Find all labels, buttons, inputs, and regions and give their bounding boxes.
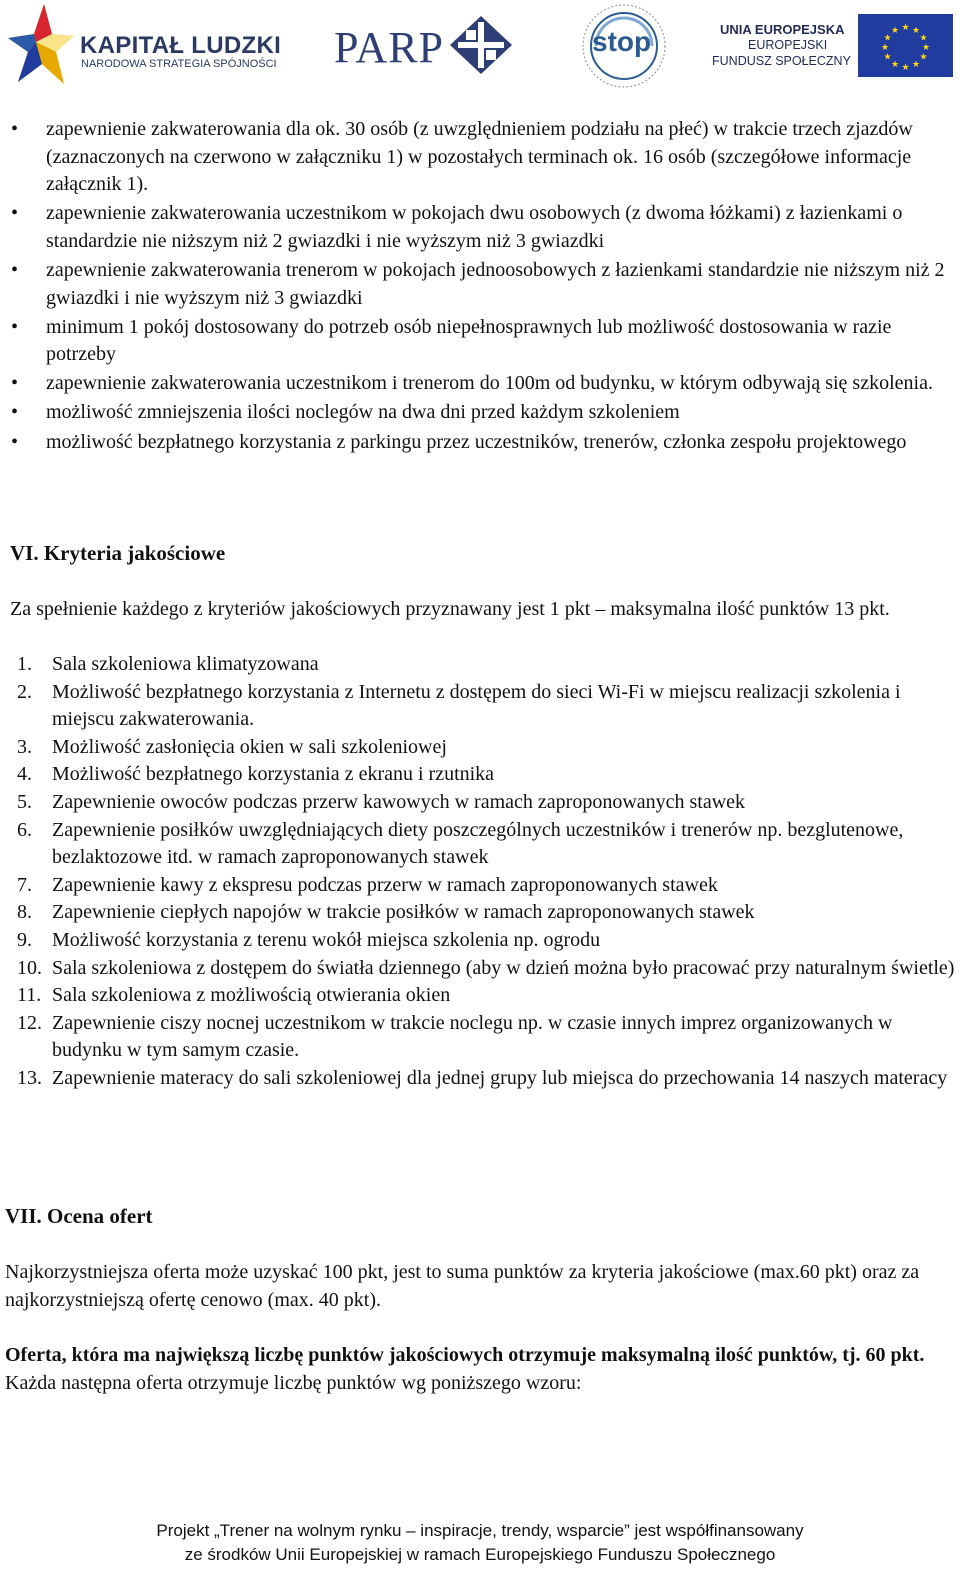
item-text: Możliwość korzystania z terenu wokół miejsca szkolenia np. ogrodu — [52, 928, 601, 951]
item-number: 12. — [17, 1011, 42, 1034]
item-text: Zapewnienie owoców podczas przerw kawowych w ramach zaproponowanych stawek — [52, 790, 746, 813]
item-number: 1. — [17, 653, 32, 675]
item-number: 8. — [17, 901, 32, 924]
item-number: 5. — [17, 790, 32, 813]
item-text: Zapewnienie ciszy nocnej uczestnikom w trakcie noclegu np. w czasie innych imprez organizowanych w budynku w tym samym czasie. — [52, 1011, 893, 1062]
svg-text:★: ★ — [883, 52, 892, 63]
svg-text:★: ★ — [921, 43, 931, 53]
item-number: 6. — [17, 818, 32, 841]
svg-text:★: ★ — [911, 26, 921, 36]
list-item — [0, 927, 955, 955]
eu-logo — [710, 12, 955, 78]
eu-flag-icon — [858, 14, 953, 77]
header-logos — [0, 0, 960, 92]
eu-line-1: UNIA EUROPEJSKA — [720, 22, 845, 37]
list-item: • możliwość zmniejszenia ilości noclegów na dwa dni przed każdym szkoleniem — [0, 399, 955, 427]
item-number: 10. — [17, 956, 42, 979]
offer-scoring-bold-text: Oferta, która ma największą liczbę punktów jakościowych otrzymuje maksymalną ilość punktów, tj. 60 pkt. — [5, 1344, 925, 1366]
parp-logo — [332, 12, 517, 76]
footer-line-2: ze środków Unii Europejskiej w ramach Europejskiego Funduszu Społecznego — [184, 1545, 776, 1564]
svg-text:★: ★ — [883, 33, 892, 44]
list-item: • zapewnienie zakwaterowania uczestnikom i trenerom do 100m od budynku, w którym odbywają się szkolenia. — [0, 370, 955, 398]
list-item — [0, 899, 955, 927]
parp-text: PARP — [334, 23, 445, 72]
svg-text:★: ★ — [901, 23, 910, 33]
list-item — [0, 734, 955, 762]
list-item — [0, 1065, 955, 1093]
item-number: 13. — [17, 1066, 42, 1089]
svg-text:★: ★ — [890, 26, 900, 36]
list-item — [0, 817, 955, 872]
list-item: • możliwość bezpłatnego korzystania z parkingu przez uczestników, trenerów, członka zespołu projektowego — [0, 429, 955, 457]
item-text: Zapewnienie materacy do sali szkoleniowej dla jednej grupy lub miejsca do przechowania 14 naszych materacy — [52, 1066, 948, 1089]
list-item — [0, 982, 955, 1010]
offer-evaluation-paragraph: Najkorzystniejsza oferta może uzyskać 100 pkt, jest to suma punktów za kryteria jakościowe (max.60 pkt) oraz za najkorzystniejszą ofertę cenowo (max. 40 pkt). — [5, 1261, 920, 1311]
eu-line-2: EUROPEJSKI — [748, 38, 828, 52]
item-text: Sala szkoleniowa z możliwością otwierania okien — [52, 984, 451, 1007]
list-item: • zapewnienie zakwaterowania dla ok. 30 osób (z uwzględnieniem podziału na płeć) w trakcie trzech zjazdów (zaznaczonych na czerwono w załączniku 1) w pozostałych terminach ok. 16 osób (szczegółowe informacje załącznik 1). — [0, 116, 955, 199]
list-item — [0, 651, 955, 679]
list-item — [0, 1010, 955, 1065]
svg-text:★: ★ — [911, 60, 921, 70]
list-item — [0, 872, 955, 900]
item-text: Zapewnienie ciepłych napojów w trakcie posiłków w ramach zaproponowanych stawek — [52, 901, 755, 924]
list-item: • zapewnienie zakwaterowania trenerom w pokojach jednoosobowych z łazienkami standardzie nie niższym niż 2 gwiazdki i nie wyższym niż 3 gwiazdki — [0, 257, 955, 312]
list-item — [0, 955, 955, 983]
item-text: Sala szkoleniowa z dostępem do światła dziennego (aby w dzień można było pracować przy naturalnym świetle) — [52, 956, 955, 979]
item-number: 9. — [17, 928, 32, 951]
svg-text:★: ★ — [901, 63, 910, 73]
list-item: • minimum 1 pokój dostosowany do potrzeb osób niepełnosprawnych lub możliwość dostosowania w razie potrzeby — [0, 314, 955, 369]
item-number: 7. — [17, 873, 32, 896]
list-item — [0, 761, 955, 789]
stop-logo — [576, 2, 672, 90]
offer-scoring-paragraph — [5, 1342, 955, 1397]
list-item — [0, 679, 955, 734]
quality-criteria-list — [0, 651, 955, 1093]
item-text: Zapewnienie posiłków uwzględniających diety poszczególnych uczestników i trenerów np. bezglutenowe, bezlaktozowe itd. w ramach zaproponowanych stawek — [52, 818, 904, 869]
section-heading-offer-evaluation: VII. Ocena ofert — [5, 1204, 153, 1228]
kapital-ludzki-subtitle: NARODOWA STRATEGIA SPÓJNOŚCI — [81, 58, 277, 70]
item-text: Możliwość bezpłatnego korzystania z ekranu i rzutnika — [52, 763, 495, 786]
footer-line-1: Projekt „Trener na wolnym rynku – inspiracje, trendy, wsparcie” jest współfinansowany — [156, 1521, 804, 1540]
quality-criteria-intro: Za spełnienie każdego z kryteriów jakościowych przyznawany jest 1 pkt – maksymalna ilość punktów 13 pkt. — [10, 598, 890, 620]
item-number: 11. — [17, 984, 42, 1007]
item-number: 4. — [17, 763, 32, 786]
parp-arrows-icon — [448, 14, 514, 76]
list-item: • zapewnienie zakwaterowania uczestnikom w pokojach dwu osobowych (z dwoma łóżkami) z łazienkami o standardzie nie niższym niż 2 gwiazdki i nie wyższym niż 3 gwiazdki — [0, 200, 955, 255]
section-heading-quality-criteria: VI. Kryteria jakościowe — [10, 541, 226, 565]
item-text: Zapewnienie kawy z ekspresu podczas przerw w ramach zaproponowanych stawek — [52, 873, 718, 896]
svg-text:★: ★ — [880, 43, 890, 53]
item-text: Sala szkoleniowa klimatyzowana — [52, 653, 319, 675]
item-number: 3. — [17, 735, 32, 758]
svg-text:★: ★ — [919, 52, 928, 63]
kapital-ludzki-logo — [6, 2, 296, 88]
svg-text:★: ★ — [890, 60, 900, 70]
list-item — [0, 789, 955, 817]
item-text: Możliwość bezpłatnego korzystania z Internetu z dostępem do sieci Wi-Fi w miejscu realizacji szkolenia i miejscu zakwaterowania. — [52, 680, 901, 731]
stop-text: stop — [592, 26, 652, 57]
page-footer — [0, 1519, 960, 1567]
offer-scoring-rest-text: Każda następna oferta otrzymuje liczbę punktów wg poniższego wzoru: — [5, 1371, 582, 1394]
item-number: 2. — [17, 680, 32, 703]
eu-line-3: FUNDUSZ SPOŁECZNY — [712, 54, 851, 68]
accommodation-requirements-list — [0, 116, 955, 458]
item-text: Możliwość zasłonięcia okien w sali szkoleniowej — [52, 735, 447, 758]
kapital-ludzki-star-icon — [6, 2, 76, 88]
kapital-ludzki-title: KAPITAŁ LUDZKI — [80, 32, 282, 59]
svg-text:★: ★ — [919, 33, 928, 44]
